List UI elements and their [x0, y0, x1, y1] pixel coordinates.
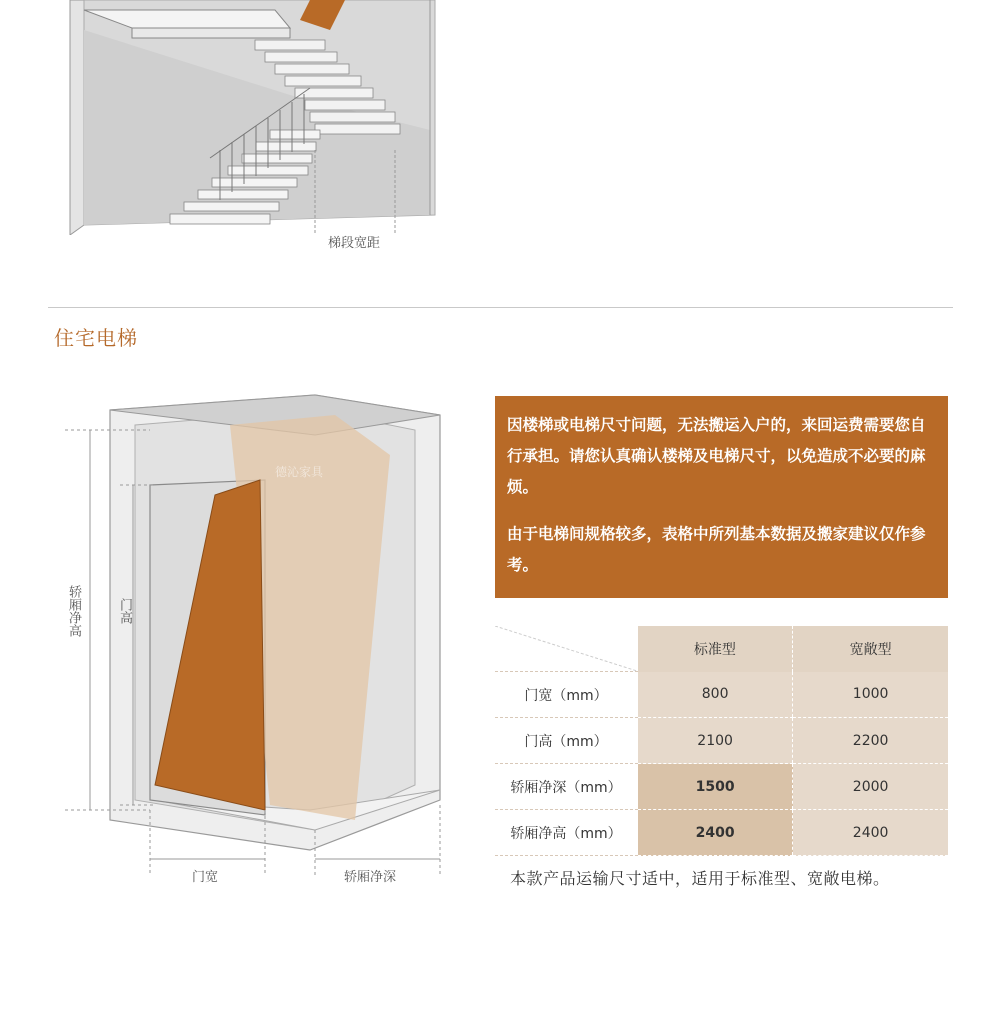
cabin-height-label: 轿厢净高 [66, 585, 81, 637]
table-cell: 2400 [638, 810, 793, 856]
notice-paragraph-1: 因楼梯或电梯尺寸问题，无法搬运入户的，来回运费需要您自行承担。请您认真确认楼梯及电梯尺寸，以免造成不必要的麻烦。 [507, 416, 926, 496]
row-label: 轿厢净深（mm） [495, 764, 638, 810]
footnote: 本款产品运输尺寸适中，适用于标准型、宽敞电梯。 [510, 869, 890, 888]
row-label: 门宽（mm） [495, 672, 638, 718]
column-header-standard: 标准型 [638, 626, 793, 672]
table-cell: 800 [638, 672, 793, 718]
watermark: 德沁家具 [275, 465, 324, 479]
table-cell: 2000 [793, 764, 948, 810]
table-row [495, 718, 948, 764]
table-cell: 2400 [793, 810, 948, 856]
table-header-row [495, 626, 948, 672]
elevator-spec-table [495, 626, 948, 856]
notice-box [495, 396, 948, 598]
row-label: 门高（mm） [495, 718, 638, 764]
door-width-label: 门宽 [191, 870, 218, 885]
corner-diagonal [495, 626, 637, 671]
table-cell: 2100 [638, 718, 793, 764]
table-cell: 1500 [638, 764, 793, 810]
door-height-label: 门高 [117, 598, 132, 624]
row-label: 轿厢净高（mm） [495, 810, 638, 856]
table-corner [495, 626, 638, 672]
table-cell: 1000 [793, 672, 948, 718]
column-header-spacious: 宽敞型 [793, 626, 948, 672]
table-row [495, 810, 948, 856]
section-title: 住宅电梯 [54, 326, 138, 350]
staircase-illustration [60, 0, 450, 235]
notice-paragraph-2: 由于电梯间规格较多，表格中所列基本数据及搬家建议仅作参考。 [507, 525, 926, 574]
table-row [495, 672, 948, 718]
section-divider [48, 307, 953, 308]
elevator-illustration [55, 385, 455, 895]
table-row [495, 764, 948, 810]
cabin-depth-label: 轿厢净深 [343, 870, 396, 885]
stair-width-label: 梯段宽距 [327, 236, 380, 251]
table-cell: 2200 [793, 718, 948, 764]
